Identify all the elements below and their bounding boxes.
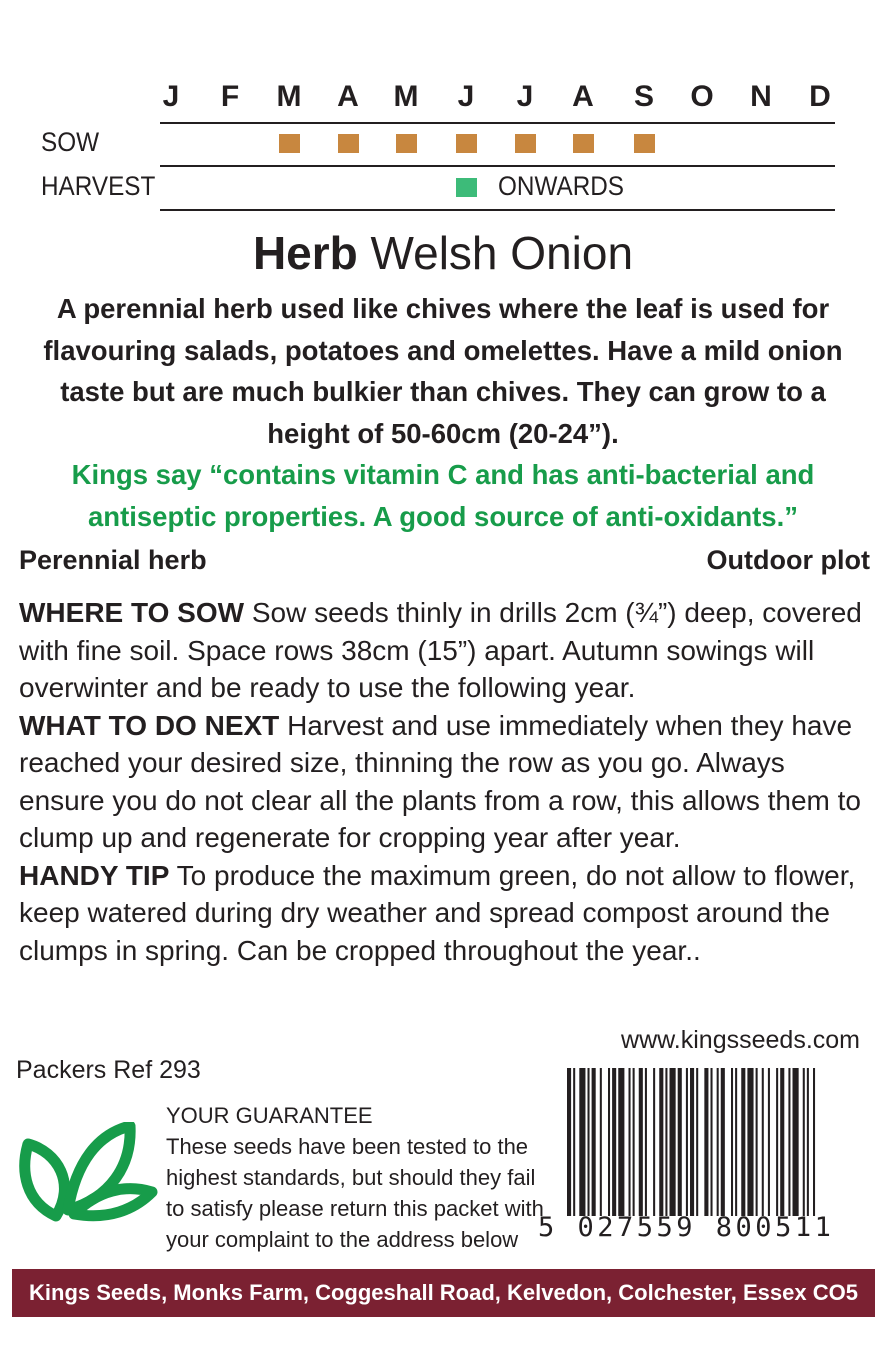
- barcode-bar: [807, 1068, 809, 1216]
- guarantee-line: to satisfy please return this packet with: [166, 1196, 544, 1221]
- month-header: D: [809, 80, 831, 113]
- sow-marker: [515, 134, 536, 153]
- barcode-bar: [612, 1068, 616, 1216]
- month-header: S: [633, 80, 654, 113]
- barcode-bar: [711, 1068, 713, 1216]
- calendar-divider: [160, 122, 835, 124]
- sow-marker: [634, 134, 655, 153]
- barcode-bar: [629, 1068, 631, 1216]
- instruction-heading: WHERE TO SOW: [19, 597, 245, 628]
- barcode-bar: [762, 1068, 764, 1216]
- calendar-divider: [160, 209, 835, 211]
- barcode-bar: [600, 1068, 602, 1216]
- barcode-bar: [717, 1068, 719, 1216]
- month-header: M: [276, 80, 302, 113]
- harvest-marker: [456, 178, 477, 197]
- barcode-bar: [670, 1068, 676, 1216]
- packers-ref: Packers Ref 293: [16, 1056, 201, 1084]
- barcode-bar: [653, 1068, 655, 1216]
- instruction-where-to-sow: [19, 594, 869, 707]
- sow-marker: [396, 134, 417, 153]
- month-header: O: [690, 80, 714, 113]
- month-header: F: [220, 80, 240, 113]
- barcode-bar: [659, 1068, 663, 1216]
- barcode-bar: [747, 1068, 753, 1216]
- barcode-bar: [678, 1068, 682, 1216]
- sow-marker: [279, 134, 300, 153]
- barcode-bar: [665, 1068, 667, 1216]
- month-header: A: [337, 80, 359, 113]
- instruction-text: To produce the maximum green, do not allow to flower, keep watered during dry weather and spread compost around the clumps in spring. Can be cropped throughout the year..: [19, 859, 856, 966]
- product-quote: Kings say “contains vitamin C and has anti-bacterial and antiseptic properties. A good source of anti-oxidants.”: [71, 459, 815, 532]
- product-title-name: Welsh Onion: [370, 227, 634, 279]
- barcode-bar: [696, 1068, 698, 1216]
- instruction-what-to-do-next: [19, 707, 869, 857]
- harvest-label: HARVEST: [41, 171, 156, 201]
- sow-marker: [338, 134, 359, 153]
- product-title-bold: Herb: [252, 227, 358, 279]
- barcode-bar: [686, 1068, 688, 1216]
- barcode-bar: [780, 1068, 784, 1216]
- instruction-text: Sow seeds thinly in drills 2cm (¾”) deep, covered with fine soil. Space rows 38cm (15”) apart. Autumn sowings will overwinter and be ready to use the following year.: [19, 597, 862, 703]
- sow-marker: [456, 134, 477, 153]
- barcode-bar: [793, 1068, 799, 1216]
- month-header: A: [572, 80, 594, 113]
- sow-marker: [573, 134, 594, 153]
- barcode-bar: [639, 1068, 643, 1216]
- barcode-bar: [704, 1068, 708, 1216]
- barcode-bar: [690, 1068, 694, 1216]
- plant-type: Perennial herb: [19, 545, 207, 575]
- barcode-bar: [756, 1068, 758, 1216]
- barcode-bar: [721, 1068, 725, 1216]
- month-header: M: [393, 80, 419, 113]
- barcode-bar: [813, 1068, 815, 1216]
- month-header: N: [750, 80, 772, 113]
- leaf-logo-icon: [18, 1122, 158, 1222]
- guarantee-title: YOUR GUARANTEE: [166, 1103, 373, 1128]
- barcode-bar: [731, 1068, 733, 1216]
- barcode-number: 5 027559 800511: [538, 1212, 835, 1243]
- barcode-bar: [592, 1068, 596, 1216]
- product-description: A perennial herb used like chives where the leaf is used for flavouring salads, potatoes and omelettes. Have a mild onion taste but are much bulkier than chives. They can grow to a height of 50-60cm (20-24”).: [43, 293, 843, 449]
- month-header: J: [457, 80, 475, 113]
- calendar-divider: [160, 165, 835, 167]
- guarantee-line: These seeds have been tested to the: [166, 1134, 529, 1159]
- barcode-bar: [633, 1068, 635, 1216]
- barcode-bar: [588, 1068, 590, 1216]
- product-description-block: [20, 288, 866, 537]
- barcode-bar: [741, 1068, 745, 1216]
- barcode-icon: [567, 1068, 859, 1216]
- barcode-bar: [735, 1068, 737, 1216]
- instruction-handy-tip: [19, 857, 869, 970]
- instructions: [19, 594, 869, 969]
- guarantee-line: highest standards, but should they fail: [166, 1165, 536, 1190]
- barcode-bar: [618, 1068, 624, 1216]
- barcode-bar: [645, 1068, 647, 1216]
- guarantee-line: your complaint to the address below: [166, 1227, 519, 1252]
- instruction-heading: HANDY TIP: [19, 859, 170, 891]
- barcode-bar: [776, 1068, 778, 1216]
- month-header: J: [516, 80, 534, 113]
- harvest-note: ONWARDS: [498, 171, 624, 201]
- plant-location: Outdoor plot: [706, 545, 870, 575]
- barcode-bar: [803, 1068, 805, 1216]
- instruction-heading: WHAT TO DO NEXT: [19, 709, 280, 741]
- barcode-bar: [579, 1068, 585, 1216]
- guarantee: [166, 1100, 544, 1255]
- barcode-bar: [567, 1068, 571, 1216]
- instruction-text: Harvest and use immediately when they have reached your desired size, thinning the row as you go. Always ensure you do not clear all the plants from a row, this allows them to clump up and regenerate for cropping year after year.: [19, 709, 861, 853]
- barcode-bar: [788, 1068, 790, 1216]
- product-title: [0, 226, 886, 280]
- footer-address: Kings Seeds, Monks Farm, Coggeshall Road, Kelvedon, Colchester, Essex CO5 9PG: [12, 1269, 875, 1317]
- barcode-bar: [768, 1068, 770, 1216]
- barcode-bar: [573, 1068, 575, 1216]
- sow-label: SOW: [41, 127, 100, 157]
- month-header: J: [162, 80, 180, 113]
- website: www.kingsseeds.com: [621, 1026, 860, 1054]
- barcode-bar: [608, 1068, 610, 1216]
